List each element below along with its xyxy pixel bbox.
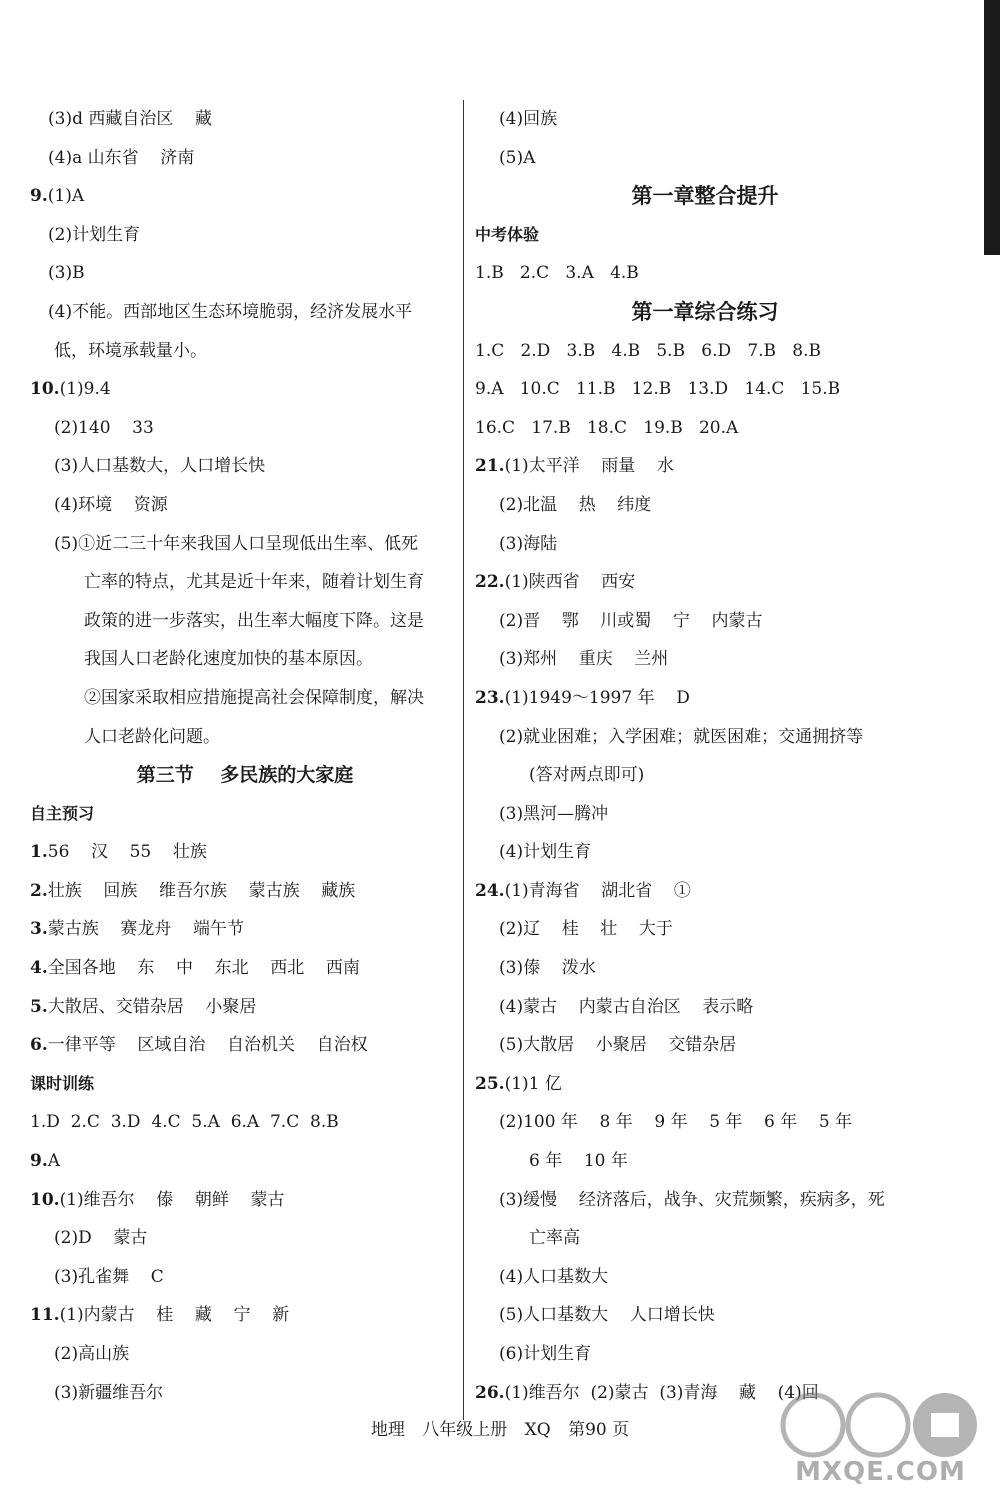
answer-text: (1)青海省 湖北省 ① xyxy=(504,880,691,901)
section-heading xyxy=(30,756,460,795)
answer-text: 中考体验 xyxy=(475,224,540,244)
answer-text: 一律平等 区域自治 自治机关 自治权 xyxy=(47,1035,368,1056)
answer-line xyxy=(475,988,935,1027)
question-number: 26. xyxy=(475,1382,505,1403)
answer-text: (2)辽 桂 壮 大于 xyxy=(499,919,673,940)
subsection-heading xyxy=(30,1065,460,1104)
question-number: 9. xyxy=(30,1151,48,1172)
answer-text: (4)计划生育 xyxy=(499,842,592,863)
answer-line xyxy=(475,525,935,564)
answer-text: 我国人口老龄化速度加快的基本原因。 xyxy=(84,649,373,670)
answer-line xyxy=(475,1335,935,1374)
answer-line xyxy=(475,795,935,834)
answer-line xyxy=(30,1296,460,1335)
answer-text: 第三节 多民族的大家庭 xyxy=(136,764,354,787)
question-number: 10. xyxy=(30,379,60,400)
answer-text: 亡率的特点，尤其是近十年来，随着计划生育 xyxy=(84,572,424,593)
question-number: 9. xyxy=(30,186,48,207)
section-heading xyxy=(475,293,935,332)
answer-text: (5)人口基数大 人口增长快 xyxy=(499,1305,715,1326)
answer-text: (2)计划生育 xyxy=(48,224,141,245)
footer-code: XQ xyxy=(524,1420,551,1440)
answer-text: (1)1 亿 xyxy=(504,1073,562,1094)
answer-text: 16.C 17.B 18.C 19.B 20.A xyxy=(475,417,739,438)
question-number: 24. xyxy=(475,880,505,901)
answer-text: (3)人口基数大，人口增长快 xyxy=(54,456,266,477)
answer-text: (2)晋 鄂 川或蜀 宁 内蒙古 xyxy=(499,610,763,631)
answer-text: (6)计划生育 xyxy=(499,1344,592,1364)
footer-page-number: 第90 页 xyxy=(568,1420,630,1440)
answer-line xyxy=(30,1142,460,1181)
question-number: 6. xyxy=(30,1035,48,1056)
answer-text: (2)高山族 xyxy=(54,1344,130,1364)
left-column xyxy=(30,100,460,1412)
answer-text: (2)100 年 8 年 9 年 5 年 6 年 5 年 xyxy=(499,1112,853,1133)
question-number: 3. xyxy=(30,919,48,940)
answer-text: 壮族 回族 维吾尔族 蒙古族 藏族 xyxy=(47,880,356,901)
answer-text: (2)就业困难；入学困难；就医困难；交通拥挤等 xyxy=(499,726,864,747)
answer-line xyxy=(30,1103,460,1142)
answer-text: (4)a 山东省 济南 xyxy=(48,147,195,168)
answer-line xyxy=(30,949,460,988)
answer-text: (1)陕西省 西安 xyxy=(504,572,636,593)
answer-line xyxy=(475,409,935,448)
answer-text: (3)B xyxy=(48,263,85,284)
answer-text: (3)d 西藏自治区 藏 xyxy=(48,109,212,129)
answer-line xyxy=(30,1026,460,1065)
answer-line xyxy=(30,1219,460,1258)
subsection-heading xyxy=(30,795,460,834)
question-number: 21. xyxy=(475,456,505,477)
watermark-badge-icon xyxy=(773,1385,988,1465)
answer-text: (3)新疆维吾尔 xyxy=(54,1382,164,1403)
answer-line xyxy=(30,139,460,178)
answer-line xyxy=(475,640,935,679)
answer-text: 6 年 10 年 xyxy=(529,1151,628,1172)
answer-text: 蒙古族 赛龙舟 端午节 xyxy=(47,919,244,940)
answer-text: 1.C 2.D 3.B 4.B 5.B 6.D 7.B 8.B xyxy=(475,340,821,361)
answer-text: 第一章整合提升 xyxy=(631,184,779,209)
answer-text: 政策的进一步落实，出生率大幅度下降。这是 xyxy=(84,610,424,631)
watermark-url: MXQE.COM xyxy=(795,1457,966,1487)
answer-line xyxy=(30,718,460,757)
answer-text: (1)维吾尔 傣 朝鲜 蒙古 xyxy=(59,1189,285,1210)
answer-line xyxy=(30,1374,460,1413)
answer-line xyxy=(475,1103,935,1142)
answer-text: (2)北温 热 纬度 xyxy=(499,494,652,515)
answer-line xyxy=(30,293,460,332)
answer-text: (1)1949～1997 年 D xyxy=(504,687,690,708)
question-number: 11. xyxy=(30,1305,60,1326)
footer-subject: 地理 xyxy=(370,1420,405,1440)
answer-text: 9.A 10.C 11.B 12.B 13.D 14.C 15.B xyxy=(475,379,841,400)
answer-text: (1)太平洋 雨量 水 xyxy=(504,456,674,477)
answer-line xyxy=(475,254,935,293)
answer-text: 1.D 2.C 3.D 4.C 5.A 6.A 7.C 8.B xyxy=(30,1112,339,1133)
answer-text: (3)缓慢 经济落后，战争、灾荒频繁，疾病多，死 xyxy=(499,1189,885,1210)
answer-text: (4)环境 资源 xyxy=(54,494,168,515)
answer-line xyxy=(475,1065,935,1104)
answer-text: (1)A xyxy=(47,186,85,207)
answer-line xyxy=(30,602,460,641)
answer-text: 全国各地 东 中 东北 西北 西南 xyxy=(47,958,360,979)
answer-line xyxy=(475,872,935,911)
answer-text: ②国家采取相应措施提高社会保障制度，解决 xyxy=(84,687,424,708)
answer-line xyxy=(30,679,460,718)
answer-text: (4)蒙古 内蒙古自治区 表示略 xyxy=(499,996,754,1017)
answer-text: 56 汉 55 壮族 xyxy=(47,842,207,863)
question-number: 4. xyxy=(30,958,48,979)
answer-line xyxy=(475,1258,935,1297)
question-number: 25. xyxy=(475,1073,505,1094)
question-number: 2. xyxy=(30,880,48,901)
question-number: 5. xyxy=(30,996,48,1017)
answer-text: (4)人口基数大 xyxy=(499,1266,609,1287)
answer-line xyxy=(30,525,460,564)
column-divider xyxy=(463,100,464,1420)
answer-text: (5)大散居 小聚居 交错杂居 xyxy=(499,1035,737,1056)
answer-text: (5)A xyxy=(499,147,536,168)
answer-text: (1)9.4 xyxy=(59,379,111,400)
answer-line xyxy=(30,100,460,139)
answer-text: 大散居、交错杂居 小聚居 xyxy=(47,996,257,1017)
answer-line xyxy=(30,988,460,1027)
answer-text: 第一章综合练习 xyxy=(631,299,779,324)
answer-text: (1)内蒙古 桂 藏 宁 新 xyxy=(59,1305,290,1326)
answer-text: (3)傣 泼水 xyxy=(499,958,596,979)
answer-text: (3)海陆 xyxy=(499,533,558,554)
answer-text: (4)不能。西部地区生态环境脆弱，经济发展水平 xyxy=(48,301,413,322)
answer-line xyxy=(475,756,935,795)
answer-text: (3)郑州 重庆 兰州 xyxy=(499,649,669,670)
answer-line xyxy=(30,447,460,486)
answer-line xyxy=(30,910,460,949)
answer-text: A xyxy=(47,1151,61,1172)
answer-line xyxy=(475,602,935,641)
answer-line xyxy=(475,370,935,409)
answer-line xyxy=(30,1181,460,1220)
section-heading xyxy=(475,177,935,216)
answer-line xyxy=(30,332,460,371)
answer-line xyxy=(30,1258,460,1297)
answer-line xyxy=(475,139,935,178)
subsection-heading xyxy=(475,216,935,255)
answer-line xyxy=(475,1181,935,1220)
answer-line xyxy=(30,409,460,448)
answer-line xyxy=(475,949,935,988)
answer-line xyxy=(30,563,460,602)
answer-line xyxy=(30,177,460,216)
footer-grade: 八年级上册 xyxy=(422,1420,508,1440)
answer-text: (1)维吾尔 (2)蒙古 (3)青海 藏 (4)回 xyxy=(504,1382,819,1403)
answer-line xyxy=(30,833,460,872)
question-number: 22. xyxy=(475,572,505,593)
right-column xyxy=(475,100,935,1412)
answer-line xyxy=(30,872,460,911)
watermark-logo xyxy=(773,1385,988,1493)
answer-text: (3)黑河—腾冲 xyxy=(499,803,609,824)
answer-text: (5)①近二三十年来我国人口呈现低出生率、低死 xyxy=(54,533,419,554)
answer-line xyxy=(475,332,935,371)
answer-line xyxy=(475,1142,935,1181)
answer-line xyxy=(475,833,935,872)
answer-text: 亡率高 xyxy=(529,1228,580,1249)
answer-text: 自主预习 xyxy=(30,803,95,823)
page-edge-shadow xyxy=(984,0,1000,255)
answer-text: 人口老龄化问题。 xyxy=(84,726,220,747)
answer-text: (答对两点即可) xyxy=(529,765,645,786)
answer-line xyxy=(475,910,935,949)
answer-line xyxy=(475,486,935,525)
answer-line xyxy=(30,370,460,409)
answer-line xyxy=(475,1296,935,1335)
answer-line xyxy=(475,679,935,718)
answer-line xyxy=(475,1026,935,1065)
answer-line xyxy=(475,447,935,486)
answer-text: 课时训练 xyxy=(30,1073,95,1093)
question-number: 23. xyxy=(475,687,505,708)
question-number: 1. xyxy=(30,842,48,863)
answer-line xyxy=(30,216,460,255)
answer-line xyxy=(475,1219,935,1258)
answer-line xyxy=(475,563,935,602)
answer-text: (4)回族 xyxy=(499,109,558,129)
question-number: 10. xyxy=(30,1189,60,1210)
answer-text: 低，环境承载量小。 xyxy=(54,340,207,361)
answer-line xyxy=(30,486,460,525)
answer-text: (2)D 蒙古 xyxy=(54,1228,148,1249)
answer-line xyxy=(30,1335,460,1374)
answer-line xyxy=(30,640,460,679)
answer-text: (2)140 33 xyxy=(54,417,154,438)
answer-line xyxy=(30,254,460,293)
answer-text: 1.B 2.C 3.A 4.B xyxy=(475,263,639,284)
answer-line xyxy=(475,718,935,757)
answer-line xyxy=(475,100,935,139)
answer-text: (3)孔雀舞 C xyxy=(54,1266,164,1287)
